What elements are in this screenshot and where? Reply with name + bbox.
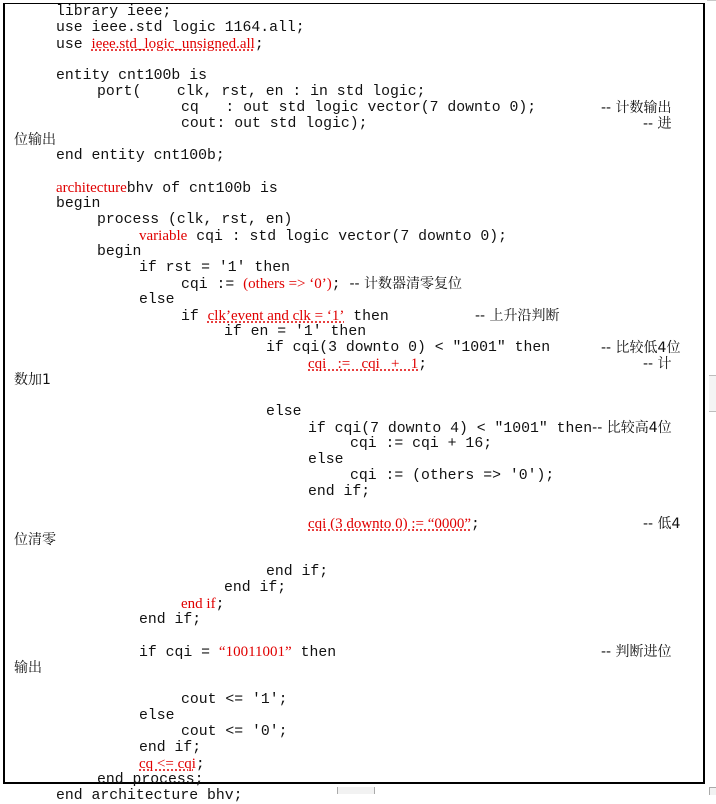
code-line (0, 260, 716, 276)
code-line (0, 180, 716, 196)
code-line (0, 116, 716, 132)
blank-line (0, 548, 716, 564)
code-comment: -- 计 (643, 356, 672, 372)
code-token: cqi := cqi + 16; (350, 436, 493, 452)
code-text (56, 20, 305, 36)
code-line (0, 228, 716, 244)
code-line (0, 212, 716, 228)
code-line (0, 788, 716, 804)
code-token: ; (195, 757, 205, 773)
blank-line (0, 628, 716, 644)
code-line (0, 772, 716, 788)
code-token: use (56, 37, 92, 53)
code-text (139, 644, 336, 661)
code-token: ; (471, 517, 480, 533)
code-text (56, 148, 225, 164)
code-line (0, 148, 716, 164)
code-text (56, 180, 278, 197)
code-line (0, 580, 716, 596)
code-token: if cqi = (139, 645, 219, 661)
code-text (56, 788, 242, 804)
code-line (0, 100, 716, 116)
code-token: if cqi(7 downto 4) < "1001" then (308, 421, 593, 437)
code-text (97, 772, 204, 788)
vhdl-code-block (0, 4, 716, 804)
code-line (0, 708, 716, 724)
code-token: else (266, 404, 302, 420)
code-text (350, 468, 554, 484)
code-token: ; (331, 277, 350, 293)
code-text (139, 260, 290, 276)
code-token: ; (215, 597, 225, 613)
code-line (0, 196, 716, 212)
code-text (56, 4, 171, 20)
code-token: port( clk, rst, en : in std logic; (97, 84, 426, 100)
code-text (56, 68, 207, 84)
code-token: if cqi(3 downto 0) < "1001" then (266, 340, 551, 356)
code-text (181, 596, 224, 613)
code-token: end architecture bhv; (56, 788, 243, 804)
code-token: then (344, 309, 389, 325)
code-token: ; (418, 357, 428, 373)
code-text (308, 356, 427, 373)
code-token: end process; (97, 772, 204, 788)
code-line (0, 308, 716, 324)
code-text (181, 724, 288, 740)
code-line (0, 276, 716, 292)
blank-line (0, 388, 716, 404)
code-line (0, 452, 716, 468)
code-comment: -- 进 (643, 116, 672, 132)
code-comment: -- 上升沿判断 (475, 308, 560, 324)
code-line (0, 36, 716, 52)
code-line (0, 68, 716, 84)
code-text (139, 756, 205, 773)
code-token: end if; (139, 612, 202, 628)
code-token: cqi := (others => '0'); (350, 468, 555, 484)
code-line (0, 740, 716, 756)
page-corner-mark (707, 0, 716, 3)
code-line (0, 596, 716, 612)
code-token: cqi : std logic vector(7 downto 0); (187, 229, 507, 245)
inline-comment: -- 比较高4位 (592, 420, 672, 436)
code-text (181, 100, 536, 116)
code-text (181, 276, 462, 293)
code-text (97, 84, 426, 100)
code-line (0, 292, 716, 308)
code-token: else (139, 708, 175, 724)
code-line (0, 516, 716, 532)
code-line (0, 756, 716, 772)
highlighted-code: “10011001” (218, 644, 292, 660)
code-text (308, 420, 672, 437)
code-token: begin (56, 196, 101, 212)
code-text (224, 580, 286, 596)
code-line (0, 244, 716, 260)
code-token: library ieee; (56, 4, 172, 20)
blank-line (0, 500, 716, 516)
code-line (0, 420, 716, 436)
code-token: if (181, 309, 208, 325)
code-token: process (clk, rst, en) (97, 212, 293, 228)
code-text (97, 244, 141, 260)
code-text (139, 708, 175, 724)
code-line (0, 564, 716, 580)
blank-line (0, 164, 716, 180)
code-text (266, 564, 328, 580)
wrapped-comment-line (0, 532, 716, 548)
wrapped-comment-line (0, 372, 716, 388)
code-token: cqi := (181, 277, 244, 293)
code-token: cout <= '0'; (181, 724, 288, 740)
code-line (0, 692, 716, 708)
code-token: entity cnt100b is (56, 68, 207, 84)
code-line (0, 724, 716, 740)
code-text (181, 116, 367, 132)
code-line (0, 324, 716, 340)
code-line (0, 20, 716, 36)
code-token: end entity cnt100b; (56, 148, 225, 164)
highlighted-code: cq <= cqi (139, 756, 196, 772)
code-line (0, 612, 716, 628)
code-token: else (139, 292, 175, 308)
code-line (0, 436, 716, 452)
blank-line (0, 676, 716, 692)
code-token: if rst = '1' then (139, 260, 290, 276)
highlighted-code: end if (181, 596, 216, 612)
code-text (308, 516, 480, 533)
code-token: end if; (139, 740, 202, 756)
code-line (0, 340, 716, 356)
code-text (139, 228, 507, 245)
code-token: else (308, 452, 344, 468)
code-token: ; (254, 37, 264, 53)
code-comment: -- 低4 (643, 516, 681, 532)
highlighted-code: architecture (56, 180, 127, 196)
code-token: then (291, 645, 337, 661)
comment-continuation: 位清零 (14, 532, 56, 548)
code-text (308, 452, 344, 468)
wrapped-comment-line (0, 132, 716, 148)
code-token: begin (97, 244, 142, 260)
blank-line (0, 52, 716, 68)
code-token: cq : out std logic vector(7 downto 0); (181, 100, 537, 116)
code-token: end if; (266, 564, 329, 580)
code-token: end if; (308, 484, 371, 500)
code-text (266, 404, 302, 420)
code-line (0, 4, 716, 20)
highlighted-code: cqi := cqi + 1 (308, 356, 419, 372)
code-text (350, 436, 492, 452)
highlighted-code: (others => ‘0’) (243, 276, 332, 292)
code-line (0, 468, 716, 484)
highlighted-code: variable (139, 228, 188, 244)
code-token: cout: out std logic); (181, 116, 368, 132)
highlighted-code: cqi (3 downto 0) := “0000” (308, 516, 472, 532)
comment-continuation: 输出 (14, 660, 42, 676)
code-comment: -- 判断进位 (601, 644, 672, 660)
comment-continuation: 数加1 (14, 372, 51, 388)
code-token: end if; (224, 580, 287, 596)
code-token: cout <= '1'; (181, 692, 288, 708)
code-text (97, 212, 292, 228)
code-comment: -- 计数输出 (601, 100, 672, 116)
code-line (0, 484, 716, 500)
code-text (139, 740, 201, 756)
inline-comment: -- 计数器清零复位 (349, 276, 463, 292)
code-token: bhv of cnt100b is (126, 181, 278, 197)
code-comment: -- 比较低4位 (601, 340, 681, 356)
code-line (0, 356, 716, 372)
code-text (181, 308, 389, 325)
code-token: if en = '1' then (224, 324, 367, 340)
highlighted-code: ieee.std_logic_unsigned.all (91, 36, 255, 52)
comment-continuation: 位输出 (14, 132, 56, 148)
code-text (139, 612, 201, 628)
code-text (266, 340, 550, 356)
code-token: use ieee.std logic 1164.all; (56, 20, 305, 36)
code-text (308, 484, 370, 500)
code-text (56, 36, 264, 53)
code-text (139, 292, 175, 308)
code-text (56, 196, 100, 212)
code-text (181, 692, 288, 708)
code-line (0, 404, 716, 420)
code-line (0, 644, 716, 660)
highlighted-code: clk’event and clk = ‘1’ (207, 308, 345, 324)
code-line (0, 84, 716, 100)
wrapped-comment-line (0, 660, 716, 676)
code-text (224, 324, 366, 340)
